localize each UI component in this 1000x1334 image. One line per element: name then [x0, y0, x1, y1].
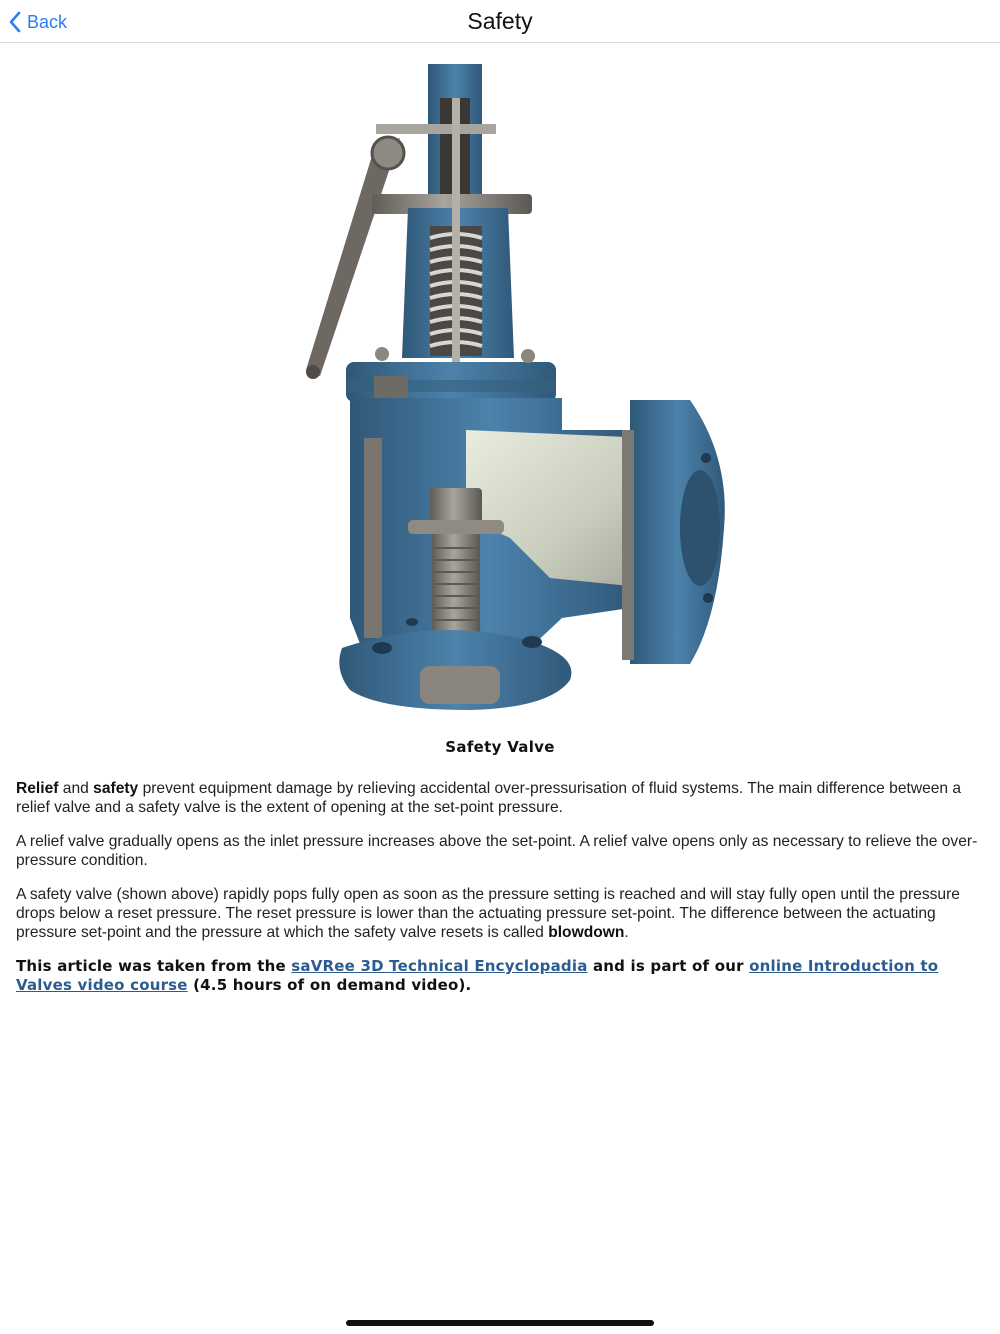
text: and: [58, 780, 94, 797]
home-indicator[interactable]: [346, 1320, 654, 1326]
text: .: [624, 924, 629, 941]
text: and is part of our: [587, 957, 750, 975]
text: A safety valve (shown above) rapidly pops fully open as soon as the pressure setting is reached and will stay fully open until the pressure drops below a reset pressure. The reset pressure is lower than the actuating pressure set-point. The difference between the actuating pressure set-point and the pressure at which the safety valve resets is called: [16, 886, 960, 941]
text: prevent equipment damage by relieving accidental over-pressurisation of fluid systems. The main difference between a relief valve and a safety valve is the extent of opening at the set-point pressure.: [16, 780, 962, 816]
back-label: Back: [27, 11, 68, 32]
figure-caption: Safety Valve: [445, 738, 555, 756]
paragraph-safety-valve: [16, 885, 982, 942]
navigation-bar: [0, 0, 1000, 43]
term-safety: safety: [93, 780, 139, 797]
article-body: [16, 779, 982, 1010]
valves-course-link[interactable]: online Introduction to Valves video course: [16, 957, 939, 994]
paragraph-relief-valve: A relief valve gradually opens as the inlet pressure increases above the set-point. A relief valve opens only as necessary to relieve the over-pressure condition.: [16, 833, 978, 869]
encyclopedia-link[interactable]: saVRee 3D Technical Encyclopadia: [291, 957, 588, 975]
term-blowdown: blowdown: [548, 924, 625, 941]
page-title: Safety: [467, 8, 533, 34]
safety-valve-image: [280, 58, 730, 718]
term-relief: Relief: [16, 780, 59, 797]
credit-paragraph: [16, 957, 982, 995]
paragraph-intro: [16, 779, 982, 817]
text: This article was taken from the: [16, 957, 292, 975]
text: (4.5 hours of on demand video).: [187, 976, 472, 994]
